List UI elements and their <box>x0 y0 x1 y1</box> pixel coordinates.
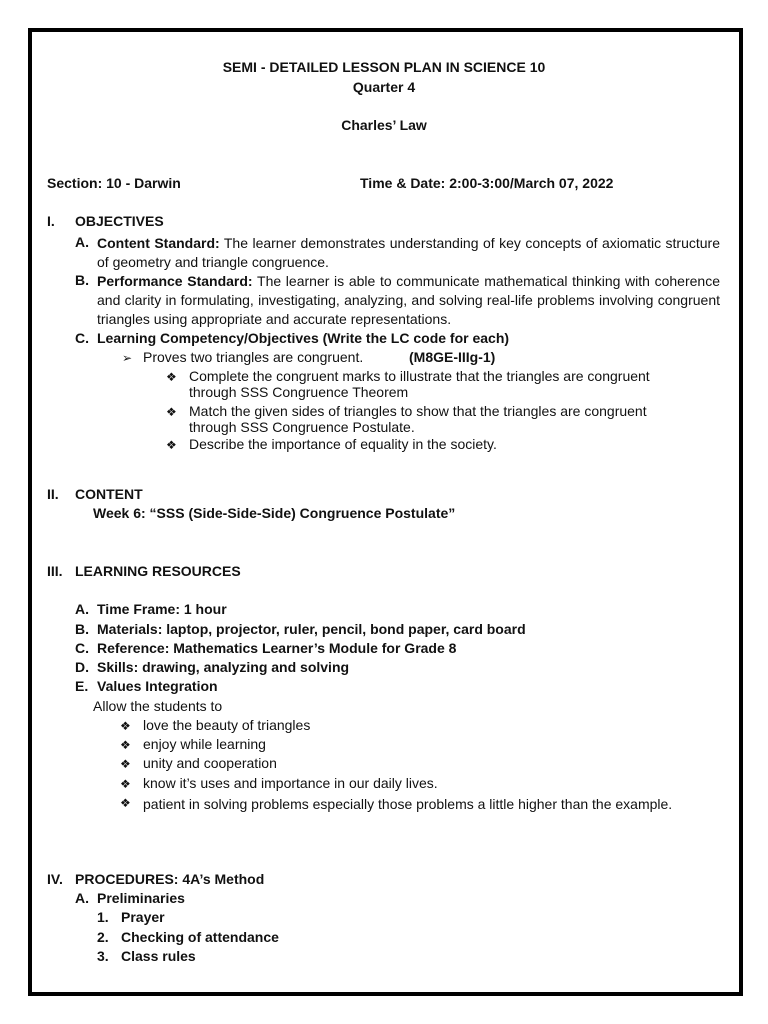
resource-letter-c: C. <box>75 640 89 656</box>
allow-students-text: Allow the students to <box>93 698 223 714</box>
content-standard <box>97 234 720 272</box>
sub-objective-2-line-2: through SSS Congruence Postulate. <box>189 419 415 435</box>
sub-objective-2-line-1: Match the given sides of triangles to show that the triangles are congruent <box>189 403 647 419</box>
procedure-number-3: 3. <box>97 948 109 964</box>
diamond-bullet-icon: ❖ <box>120 796 131 810</box>
content-standard-text: The learner demonstrates understanding of key concepts of axiomatic structure of geometry and triangle congruence. <box>97 235 720 270</box>
document-title: SEMI - DETAILED LESSON PLAN IN SCIENCE 10 <box>222 59 546 75</box>
item-letter-b: B. <box>75 272 89 288</box>
diamond-bullet-icon: ❖ <box>120 719 131 733</box>
procedure-prayer: Prayer <box>121 909 165 925</box>
diamond-bullet-icon: ❖ <box>166 438 177 452</box>
procedure-class-rules: Class rules <box>121 948 196 964</box>
section-number-iii: III. <box>47 563 63 579</box>
sub-objective-1-line-2: through SSS Congruence Theorem <box>189 384 409 400</box>
week-title: Week 6: “SSS (Side-Side-Side) Congruence Postulate” <box>93 505 456 521</box>
diamond-bullet-icon: ❖ <box>120 777 131 791</box>
resource-letter-b: B. <box>75 621 89 637</box>
value-item-1: love the beauty of triangles <box>143 717 311 733</box>
materials: Materials: laptop, projector, ruler, pencil, bond paper, card board <box>97 621 526 637</box>
diamond-bullet-icon: ❖ <box>166 405 177 419</box>
value-item-3: unity and cooperation <box>143 755 277 771</box>
lesson-topic: Charles’ Law <box>341 117 427 133</box>
section-number-i: I. <box>47 213 55 229</box>
procedure-letter-a: A. <box>75 890 89 906</box>
section-number-iv: IV. <box>47 871 63 887</box>
sub-objective-3: Describe the importance of equality in the society. <box>189 436 497 452</box>
arrow-bullet-icon: ➢ <box>122 351 133 365</box>
section-number-ii: II. <box>47 486 59 502</box>
value-item-4: know it’s uses and importance in our daily lives. <box>143 775 438 791</box>
content-heading: CONTENT <box>75 486 143 502</box>
procedure-attendance: Checking of attendance <box>121 929 279 945</box>
sub-objective-2 <box>189 403 647 435</box>
performance-standard <box>97 272 720 329</box>
performance-standard-label: Performance Standard: <box>97 273 253 289</box>
item-letter-a: A. <box>75 234 89 250</box>
diamond-bullet-icon: ❖ <box>120 738 131 752</box>
objectives-heading: OBJECTIVES <box>75 213 164 229</box>
learning-resources-heading: LEARNING RESOURCES <box>75 563 241 579</box>
performance-standard-text: The learner is able to communicate mathematical thinking with coherence and clarity in formulating, investigating, analyzing, and solving real-life problems involving congruent triangles using appropriate and accurate representations. <box>97 273 720 327</box>
diamond-bullet-icon: ❖ <box>166 370 177 384</box>
diamond-bullet-icon: ❖ <box>120 757 131 771</box>
skills: Skills: drawing, analyzing and solving <box>97 659 350 675</box>
procedures-heading: PROCEDURES: 4A’s Method <box>75 871 265 887</box>
procedure-number-2: 2. <box>97 929 109 945</box>
resource-letter-d: D. <box>75 659 89 675</box>
preliminaries-heading: Preliminaries <box>97 890 185 906</box>
value-item-2: enjoy while learning <box>143 736 266 752</box>
section-label: Section: 10 - Darwin <box>47 175 181 191</box>
resource-letter-a: A. <box>75 601 89 617</box>
sub-objective-1-line-1: Complete the congruent marks to illustrate that the triangles are congruent <box>189 368 650 384</box>
value-item-5: patient in solving problems especially those problems a little higher than the example. <box>143 796 673 812</box>
learning-competency-heading: Learning Competency/Objectives (Write the LC code for each) <box>97 330 510 346</box>
item-letter-c: C. <box>75 330 89 346</box>
resource-letter-e: E. <box>75 678 89 694</box>
competency-text: Proves two triangles are congruent. <box>143 349 364 365</box>
content-standard-label: Content Standard: <box>97 235 220 251</box>
quarter-label: Quarter 4 <box>352 79 416 95</box>
time-date-label: Time & Date: 2:00-3:00/March 07, 2022 <box>360 175 614 191</box>
values-integration-heading: Values Integration <box>97 678 218 694</box>
time-frame: Time Frame: 1 hour <box>97 601 227 617</box>
reference: Reference: Mathematics Learner’s Module for Grade 8 <box>97 640 457 656</box>
lc-code: (M8GE-IIIg-1) <box>409 349 496 365</box>
procedure-number-1: 1. <box>97 909 109 925</box>
sub-objective-1 <box>189 368 650 400</box>
